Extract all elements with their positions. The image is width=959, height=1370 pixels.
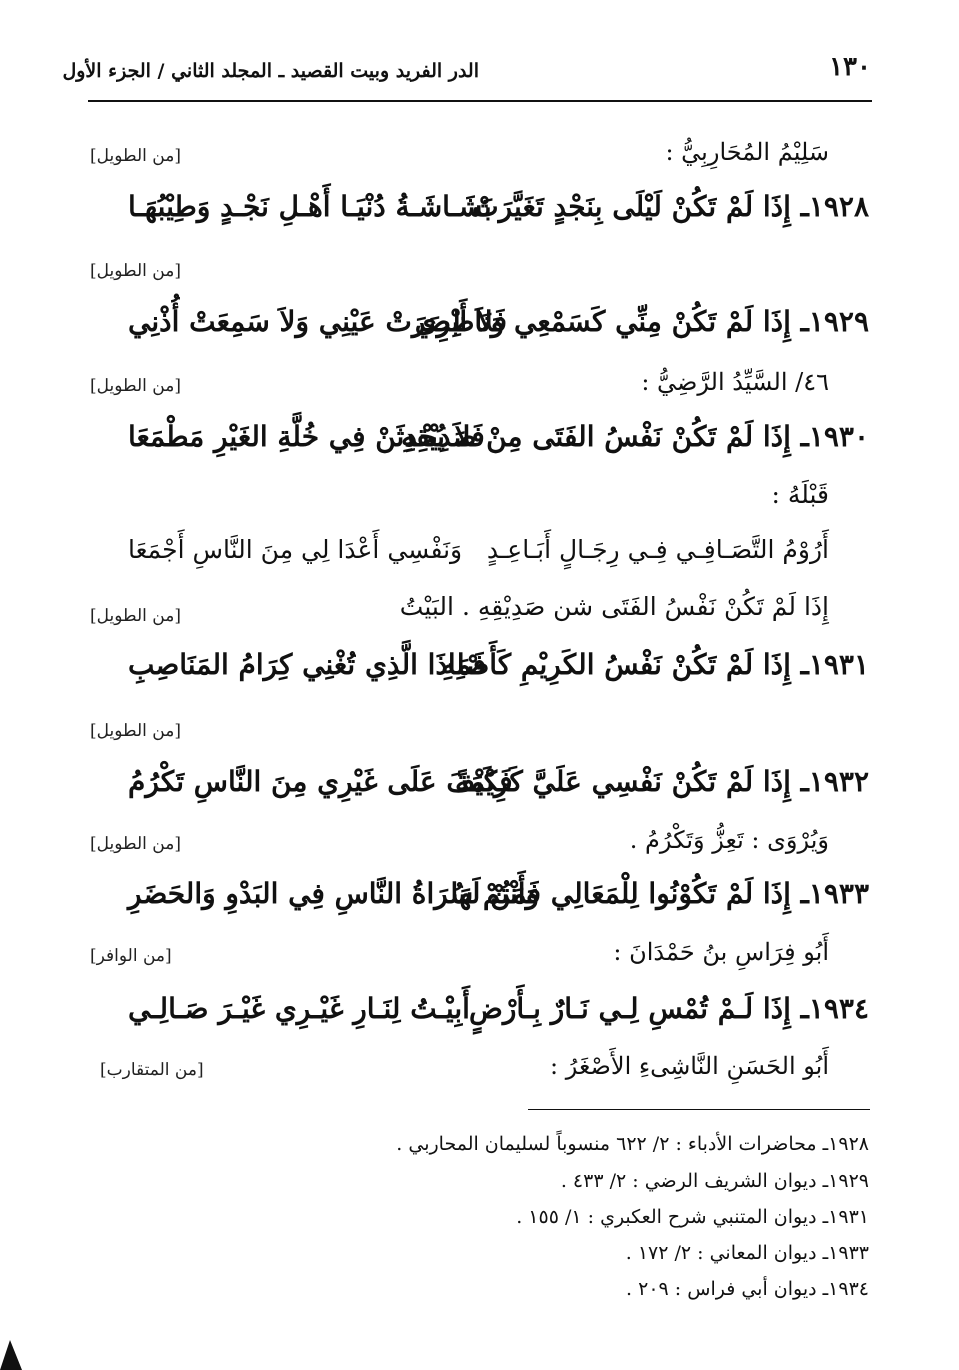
verse-second-hemistich: أَبِيْـتُ لِنَـارِ غَيْـرِي غَيْـرَ صَـالِـي (128, 992, 470, 1025)
verse-second-hemistich: فَلاَ يُحْدِثَنْ فِي خُلَّةِ الغَيْرِ مَطْمَعَا (128, 420, 485, 453)
hemistich-text: إِذَا لَـمْ تُمْسِ لِـي نَـارٌ بِـأَرْضٍ (469, 992, 791, 1025)
meter-label: [من المتقارب] (100, 1060, 204, 1080)
hemistich-text: إِذَا لَمْ تَكُنْ نَفْسُ الفَتَى مِنْ صَدِيْقِهِ (400, 420, 791, 453)
verse-first-hemistich (455, 765, 869, 798)
poet-intro: أَبُو الحَسَنِ النَّاشِىءِ الأَصْغَرُ : (550, 1052, 829, 1080)
footnote: ١٩٣١ـ ديوان المتنبي شرح العكبري : ١/ ١٥٥ . (516, 1206, 869, 1228)
variant-note: وَيُرْوَى : تَعِزُّ وَتَكْرُمُ . (629, 826, 829, 854)
verse-first-hemistich (469, 992, 869, 1025)
footnote-rule (528, 1109, 870, 1110)
verse-second-hemistich: فَمَاذَا الَّذِي تُغْنِي كِرَامُ المَنَاصِبِ (128, 648, 486, 681)
verse-second-hemistich: فَكَيْفَ عَلَى غَيْرِي مِنَ النَّاسِ تَكْرُمُ (128, 765, 513, 798)
verse-number: ١٩٣٤ـ (800, 992, 869, 1025)
note-tail: إِذَا لَمْ تَكُنْ نَفْسُ الفَتَى شن صَدِيْقِهِ . البَيْتُ (399, 592, 829, 621)
scan-corner-mark (0, 1340, 30, 1370)
meter-label: [من الطويل] (90, 146, 181, 166)
note-second-hemistich: وَنَفْسِي أَعْدَا لِي مِنَ النَّاسِ أَجْمَعَا (128, 535, 463, 564)
meter-label: [من الوافر] (90, 946, 172, 966)
verse-number: ١٩٣٠ـ (800, 420, 869, 453)
verse-second-hemistich: وَأَنْتُمْ سُرَاةُ النَّاسِ فِي البَدْوِ وَالحَضَرِ (128, 877, 540, 910)
hemistich-text: إِذَا لَمْ تَكُنْ نَفْسِي عَلَيَّ كَرِيْمَةً (455, 765, 791, 798)
verse-number: ١٩٢٩ـ (800, 305, 869, 338)
hemistich-text: إِذَا لَمْ تَكُنْ نَفْسُ الكَرِيْمِ كَأَصْلِهِ (441, 648, 791, 681)
running-header-title: الدر الفريد وبيت القصيد ـ المجلد الثاني / الجزء الأول (62, 60, 479, 82)
meter-label: [من الطويل] (90, 261, 181, 281)
poet-intro: ٤٦/ السَّيِّدُ الرَّضِيُّ : (641, 368, 829, 396)
footnote: ١٩٣٤ـ ديوان أبي فراس : ٢٠٩ . (626, 1278, 869, 1300)
verse-second-hemistich: فَلاَ أَبْصَرَتْ عَيْنِي وَلاَ سَمِعَتْ أُذْنِي (128, 305, 507, 338)
meter-label: [من الطويل] (90, 834, 181, 854)
note-label: قَبْلَهُ : (771, 480, 829, 509)
note-first-hemistich: أَرُوْمُ التَّصَـافِـي فِـي رِجَـالٍ أَبَـاعِـدٍ (486, 535, 829, 564)
verse-second-hemistich: بَشَـاشَـةُ دُنْيَـا أَهْـلِ نَجْـدٍ وَطِيْبُهَـا (128, 190, 492, 223)
header-rule (88, 100, 872, 102)
footnote: ١٩٢٩ـ ديوان الشريف الرضي : ٢/ ٤٣٣ . (560, 1170, 869, 1192)
verse-first-hemistich (472, 190, 869, 223)
hemistich-text: إِذَا لَمْ تَكُنْ مِنِّي كَسَمْعِي وَنَاظِرِي (414, 305, 791, 338)
meter-label: [من الطويل] (90, 721, 181, 741)
verse-number: ١٩٢٨ـ (800, 190, 869, 223)
verse-number: ١٩٣٢ـ (800, 765, 869, 798)
poet-intro: سَلِيْمُ المُحَارِبِيُّ : (665, 138, 829, 166)
footnote: ١٩٣٣ـ ديوان المعاني : ٢/ ١٧٢ . (625, 1242, 869, 1264)
page-number: ١٣٠ (829, 52, 871, 82)
meter-label: [من الطويل] (90, 376, 181, 396)
footnote: ١٩٢٨ـ محاضرات الأدباء : ٢/ ٦٢٢ منسوباً لسليمان المحاربي . (396, 1133, 869, 1155)
hemistich-text: إِذَا لَمْ تَكُوْنُوا لِلْمَعَالِي فَمَنْ لَهَا (450, 877, 791, 910)
verse-number: ١٩٣١ـ (800, 648, 869, 681)
verse-first-hemistich (441, 648, 869, 681)
poet-intro: أَبُو فِرَاسِ بنُ حَمْدَانَ : (613, 938, 829, 966)
hemistich-text: إِذَا لَمْ تَكُنْ لَيْلَى بِنَجْدٍ تَغَيَّرَتْ (472, 190, 791, 223)
meter-label: [من الطويل] (90, 606, 181, 626)
verse-number: ١٩٣٣ـ (800, 877, 869, 910)
